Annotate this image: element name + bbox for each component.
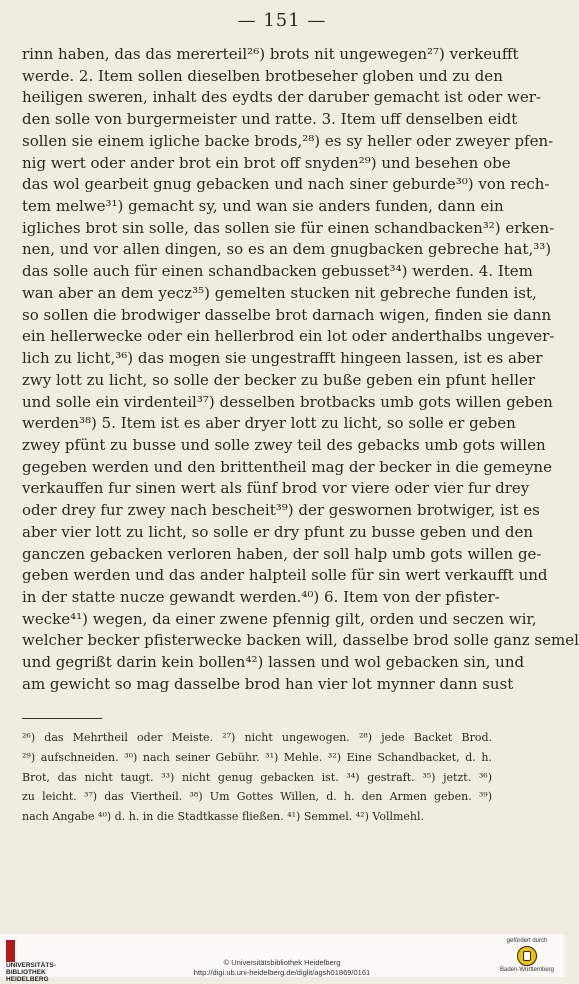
text-line: nen, und vor allen dingen, so es an dem gnugbacken gebreche hat,³³) [22, 240, 552, 259]
page-number: — 151 — [237, 10, 327, 31]
text-line: und solle ein virdenteil³⁷) desselben brotbacks umb gots willen geben [22, 392, 553, 411]
library-logo [6, 940, 70, 984]
text-line: das wol gearbeit gnug gebacken und nach siner geburde³⁰) von rech- [22, 175, 550, 194]
text-line: in der statte nucze gewandt werden.⁴⁰) 6. Item von der pfister- [22, 587, 500, 606]
text-line: lich zu licht,³⁶) das mogen sie ungestrafft hingeen lassen, ist es aber [22, 349, 543, 368]
copyright-text: © Universitätsbibliothek Heidelberg [223, 958, 341, 967]
text-line: geben werden und das ander halpteil solle für sin wert verkaufft und [22, 566, 548, 585]
text-line: heiligen sweren, inhalt des eydts der daruber gemacht ist oder wer- [22, 88, 541, 107]
text-line: aber vier lott zu licht, so solle er dry pfunt zu busse geben und den [22, 522, 534, 541]
footnote-line: zu leicht. ³⁷) das Viertheil. ³⁸) Um Gottes Willen, d. h. den Armen geben. ³⁹) [22, 790, 492, 804]
text-line: so sollen die brodwiger dasselbe brot darnach wigen, finden sie dann [22, 305, 552, 324]
text-line: wecke⁴¹) wegen, da einer zwene pfennig gilt, orden und seczen wir, [22, 609, 537, 628]
funder-block [496, 938, 558, 973]
footnote-line: ²⁹) aufschneiden. ³⁰) nach seiner Gebühr. ³¹) Mehle. ³²) Eine Schandbacket, d. h. [22, 750, 492, 764]
source-url[interactable]: http://digi.ub.uni-heidelberg.de/diglit/agsh01869/0161 [193, 967, 371, 977]
text-line: gegeben werden und den brittentheil mag der becker in die gemeyne [22, 457, 552, 476]
text-line: zwy lott zu licht, so solle der becker zu buße geben ein pfunt heller [22, 370, 536, 389]
text-line: am gewicht so mag dasselbe brod han vier lot mynner dann sust [22, 674, 514, 693]
text-line: ein hellerwecke oder ein hellerbrod ein lot oder anderthalbs ungever- [22, 327, 555, 346]
text-line: tem melwe³¹) gemacht sy, und wan sie anders funden, dann ein [22, 197, 504, 216]
text-line: igliches brot sin solle, das sollen sie für einen schandbacken³²) erken- [22, 218, 555, 237]
text-line: welcher becker pfisterwecke backen will, dasselbe brod solle ganz semel [22, 631, 579, 650]
text-line: rinn haben, das das mererteil²⁶) brots nit ungewegen²⁷) verkeufft [22, 45, 519, 63]
text-line: sollen sie einem igliche backe brods,²⁸) es sy heller oder zweyer pfen- [22, 131, 554, 150]
text-line: das solle auch für einen schandbacken gebusset³⁴) werden. 4. Item [22, 262, 533, 281]
footnote-line: Brot, das nicht taugt. ³³) nicht genug gebacken ist. ³⁴) gestraft. ³⁵) jetzt. ³⁶) [22, 770, 492, 784]
text-line: werden³⁸) 5. Item ist es aber dryer lott zu licht, so solle er geben [22, 414, 516, 433]
text-line: und gegrißt darin kein bollen⁴²) lassen und wol gebacken sin, und [22, 653, 525, 672]
body-text [22, 44, 579, 696]
copyright-block [150, 958, 414, 977]
library-name: UNIVERSITÄTS- BIBLIOTHEK HEIDELBERG [6, 962, 56, 984]
footnote-line: nach Angabe ⁴⁰) d. h. in die Stadtkasse fließen. ⁴¹) Semmel. ⁴²) Vollmehl. [22, 810, 425, 824]
text-line: ganczen gebacken verloren haben, der soll halp umb gots willen ge- [22, 544, 542, 563]
text-line: verkauffen fur sinen wert als fünf brod vor viere oder vier fur drey [22, 479, 530, 498]
footnote-line: ²⁶) das Mehrtheil oder Meiste. ²⁷) nicht ungewogen. ²⁸) jede Backet Brod. [22, 731, 492, 744]
funded-by-label: gefördert durch [506, 938, 548, 944]
text-line: den solle von burgermeister und ratte. 3. Item uff denselben eidt [22, 110, 518, 129]
footnotes [22, 728, 492, 827]
funder-crest-icon [517, 946, 537, 966]
text-line: oder drey fur zwey nach bescheit³⁹) der geswornen brotwiger, ist es [22, 501, 540, 520]
text-line: werde. 2. Item sollen dieselben brotbeseher globen und zu den [22, 66, 503, 85]
digitization-footer [0, 934, 564, 984]
footnote-rule [22, 718, 102, 719]
funder-name: Baden-Württemberg [499, 967, 555, 973]
library-logo-mark [6, 940, 15, 962]
text-line: wan aber an dem yecz³⁵) gemelten stucken nit gebreche funden ist, [22, 283, 537, 302]
text-line: zwey pfünt zu busse und solle zwey teil des gebacks umb gots willen [22, 435, 546, 454]
text-line: nig wert oder ander brot ein brot off snyden²⁹) und besehen obe [22, 153, 511, 172]
